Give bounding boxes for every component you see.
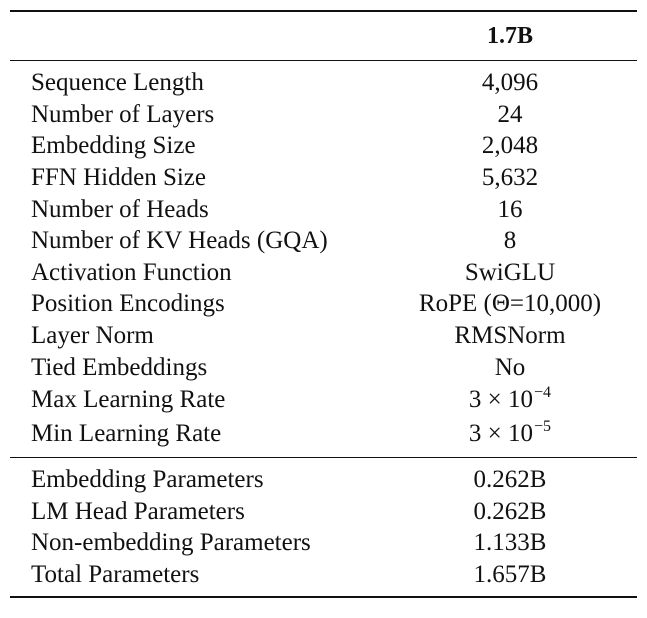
row-label: LM Head Parameters: [31, 497, 245, 525]
row-label: Min Learning Rate: [31, 420, 222, 448]
lr-exponent: −5: [534, 418, 552, 436]
row-label: Embedding Parameters: [31, 466, 264, 494]
row-label: Layer Norm: [31, 322, 154, 350]
row-value: 0.262B: [473, 497, 547, 525]
table-row: [10, 464, 637, 496]
table-row: [10, 417, 637, 451]
model-config-table: [10, 10, 637, 598]
table-row: [10, 99, 637, 131]
table-row: [10, 130, 637, 162]
row-value: 4,096: [481, 69, 539, 97]
table-row: [10, 288, 637, 320]
row-value: 16: [497, 195, 523, 223]
row-label: Tied Embeddings: [31, 353, 208, 381]
row-value: 0.262B: [473, 466, 547, 494]
row-label: Activation Function: [31, 258, 232, 286]
row-label: Number of Layers: [31, 100, 215, 128]
row-value: 1.657B: [473, 561, 547, 589]
row-value: SwiGLU: [464, 258, 556, 286]
row-label: Number of Heads: [31, 195, 209, 223]
row-value: 8: [503, 227, 517, 255]
row-value: [383, 418, 637, 448]
row-value: [383, 384, 637, 414]
params-section: [10, 458, 637, 596]
row-label: Non-embedding Parameters: [31, 529, 311, 557]
table-header: [10, 12, 637, 60]
row-label: Sequence Length: [31, 69, 204, 97]
row-label: Position Encodings: [31, 290, 225, 318]
row-value: No: [494, 353, 526, 381]
row-label: Embedding Size: [31, 132, 196, 160]
row-label: Total Parameters: [31, 561, 200, 589]
table-row: [10, 67, 637, 99]
table-row: [10, 559, 637, 591]
lr-exponent: −4: [534, 384, 552, 402]
row-label: Max Learning Rate: [31, 386, 226, 414]
bottom-rule: [10, 596, 637, 598]
row-label: FFN Hidden Size: [31, 164, 206, 192]
table-row: [10, 162, 637, 194]
table-row: [10, 383, 637, 417]
lr-base: 3 × 10: [468, 420, 534, 448]
table-row: [10, 193, 637, 225]
column-header-1-7b: 1.7B: [486, 22, 533, 49]
row-value: RoPE (Θ=10,000): [418, 290, 602, 318]
row-label: Number of KV Heads (GQA): [31, 227, 328, 255]
row-value: RMSNorm: [454, 322, 566, 350]
table-row: [10, 320, 637, 352]
table-row: [10, 257, 637, 289]
table-row: [10, 225, 637, 257]
row-value: 2,048: [481, 132, 539, 160]
row-value: 5,632: [481, 164, 539, 192]
table-row: [10, 351, 637, 383]
lr-base: 3 × 10: [468, 386, 534, 414]
table-row: [10, 496, 637, 528]
config-section: [10, 61, 637, 457]
row-value: 1.133B: [473, 529, 547, 557]
row-value: 24: [497, 100, 523, 128]
table-row: [10, 527, 637, 559]
